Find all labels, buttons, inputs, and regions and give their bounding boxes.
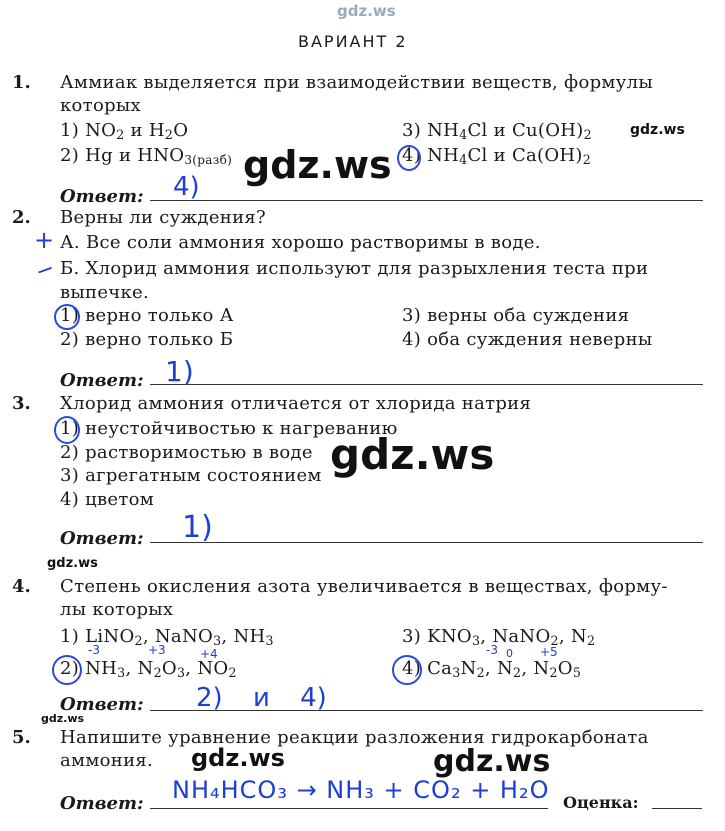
variant-title: ВАРИАНТ 2 (298, 32, 408, 51)
q2-answer-line (150, 384, 703, 385)
q4-ox-state-3: +4 (200, 647, 218, 661)
question-3-number: 3. (12, 393, 31, 414)
q1-handwritten-answer: 4) (173, 172, 200, 202)
watermark: gdz.ws (191, 744, 285, 772)
question-2-number: 2. (12, 207, 31, 228)
question-4-text: Степень окисления азота увеличивается в веществах, форму- (60, 576, 668, 597)
q2-answer-label: Ответ: (60, 370, 144, 391)
question-4-text-cont: лы которых (60, 599, 174, 620)
q3-option-1: 1) неустойчивостью к нагреванию (60, 418, 398, 439)
watermark: gdz.ws (433, 744, 551, 779)
question-1-number: 1. (12, 72, 31, 93)
question-5-number: 5. (12, 727, 31, 748)
question-5-text: Напишите уравнение реакции разложения гидрокарбоната (60, 727, 649, 748)
q2-statement-a: А. Все соли аммония хорошо растворимы в воде. (60, 232, 541, 253)
question-2-text: Верны ли суждения? (60, 207, 266, 228)
q2-option-1: 1) верно только А (60, 305, 234, 326)
q4-ox-state-2: +3 (148, 643, 166, 657)
q4-answer-circle-2 (52, 655, 82, 685)
q3-answer-line (150, 542, 703, 543)
q4-answer-label: Ответ: (60, 694, 144, 715)
q4-answer-circle-4 (392, 655, 422, 685)
q3-option-3: 3) агрегатным состоянием (60, 465, 322, 486)
q2-handwritten-answer: 1) (165, 355, 194, 388)
question-3-text: Хлорид аммония отличается от хлорида натрия (60, 393, 532, 414)
watermark: gdz.ws (41, 712, 85, 725)
q2-option-2: 2) верно только Б (60, 329, 234, 350)
watermark: gdz.ws (330, 430, 495, 479)
q4-ox-state-5: 0 (506, 647, 513, 660)
q5-handwritten-answer: NH₄HCO₃ → NH₃ + CO₂ + H₂O (172, 776, 550, 804)
q1-option-2: 2) Hg и $HNO_{3(разб)}$ (60, 145, 233, 167)
q4-ox-state-1: -3 (88, 643, 100, 657)
q2-option-4: 4) оба суждения неверны (402, 329, 653, 350)
q2-statement-b: Б. Хлорид аммония используют для разрыхления теста при (60, 258, 649, 279)
q4-ox-state-6: +5 (540, 645, 558, 659)
q3-option-4: 4) цветом (60, 489, 155, 510)
q4-option-4: 4) $Ca_3N_2$, $N_2$, $N_2O_5$ (402, 658, 582, 680)
question-1-text-cont: которых (60, 95, 141, 116)
q2-handwritten-plus: + (34, 226, 55, 254)
q1-answer-circle (397, 145, 421, 171)
question-5-text-cont: аммония. (60, 750, 154, 771)
watermark-top: gdz.ws (337, 2, 396, 20)
q4-option-1: 1) LiNO$_2$, NaNO$_3$, $NH_3$ (60, 626, 274, 648)
q4-ox-state-4: -3 (486, 643, 498, 657)
q1-answer-label: Ответ: (60, 186, 144, 207)
q3-answer-circle (54, 416, 80, 444)
q4-option-3: 3) $KNO_3$, NaNO$_2$, $N_2$ (402, 626, 596, 648)
q3-handwritten-answer: 1) (182, 510, 213, 545)
q2-answer-circle (54, 304, 80, 330)
q3-answer-label: Ответ: (60, 528, 144, 549)
q1-option-4: 4) $NH_4Cl$ и $Ca(OH)_2$ (402, 145, 592, 167)
q2-option-3: 3) верны оба суждения (402, 305, 630, 326)
q2-handwritten-minus: − (32, 255, 59, 286)
grade-label: Оценка: (563, 793, 639, 812)
q4-option-2: 2) $NH_3$, $N_2O_3$, $NO_2$ (60, 658, 237, 680)
q1-option-3: 3) $NH_4Cl$ и $Cu(OH)_2$ (402, 120, 592, 142)
q2-statement-b-cont: выпечке. (60, 282, 150, 303)
q4-handwritten-answer: 2) и 4) (196, 683, 327, 713)
question-1-text: Аммиак выделяется при взаимодействии веществ, формулы (60, 72, 653, 93)
grade-line (652, 808, 702, 809)
q3-option-2: 2) растворимостью в воде (60, 442, 313, 463)
q1-option-1: 1) $NO_2$ и $H_2O$ (60, 120, 189, 142)
question-4-number: 4. (12, 576, 31, 597)
q5-answer-label: Ответ: (60, 793, 144, 814)
watermark: gdz.ws (47, 556, 98, 571)
q1-answer-line (150, 200, 703, 201)
q5-answer-line (150, 808, 548, 809)
watermark: gdz.ws (243, 143, 392, 187)
watermark: gdz.ws (630, 122, 685, 138)
